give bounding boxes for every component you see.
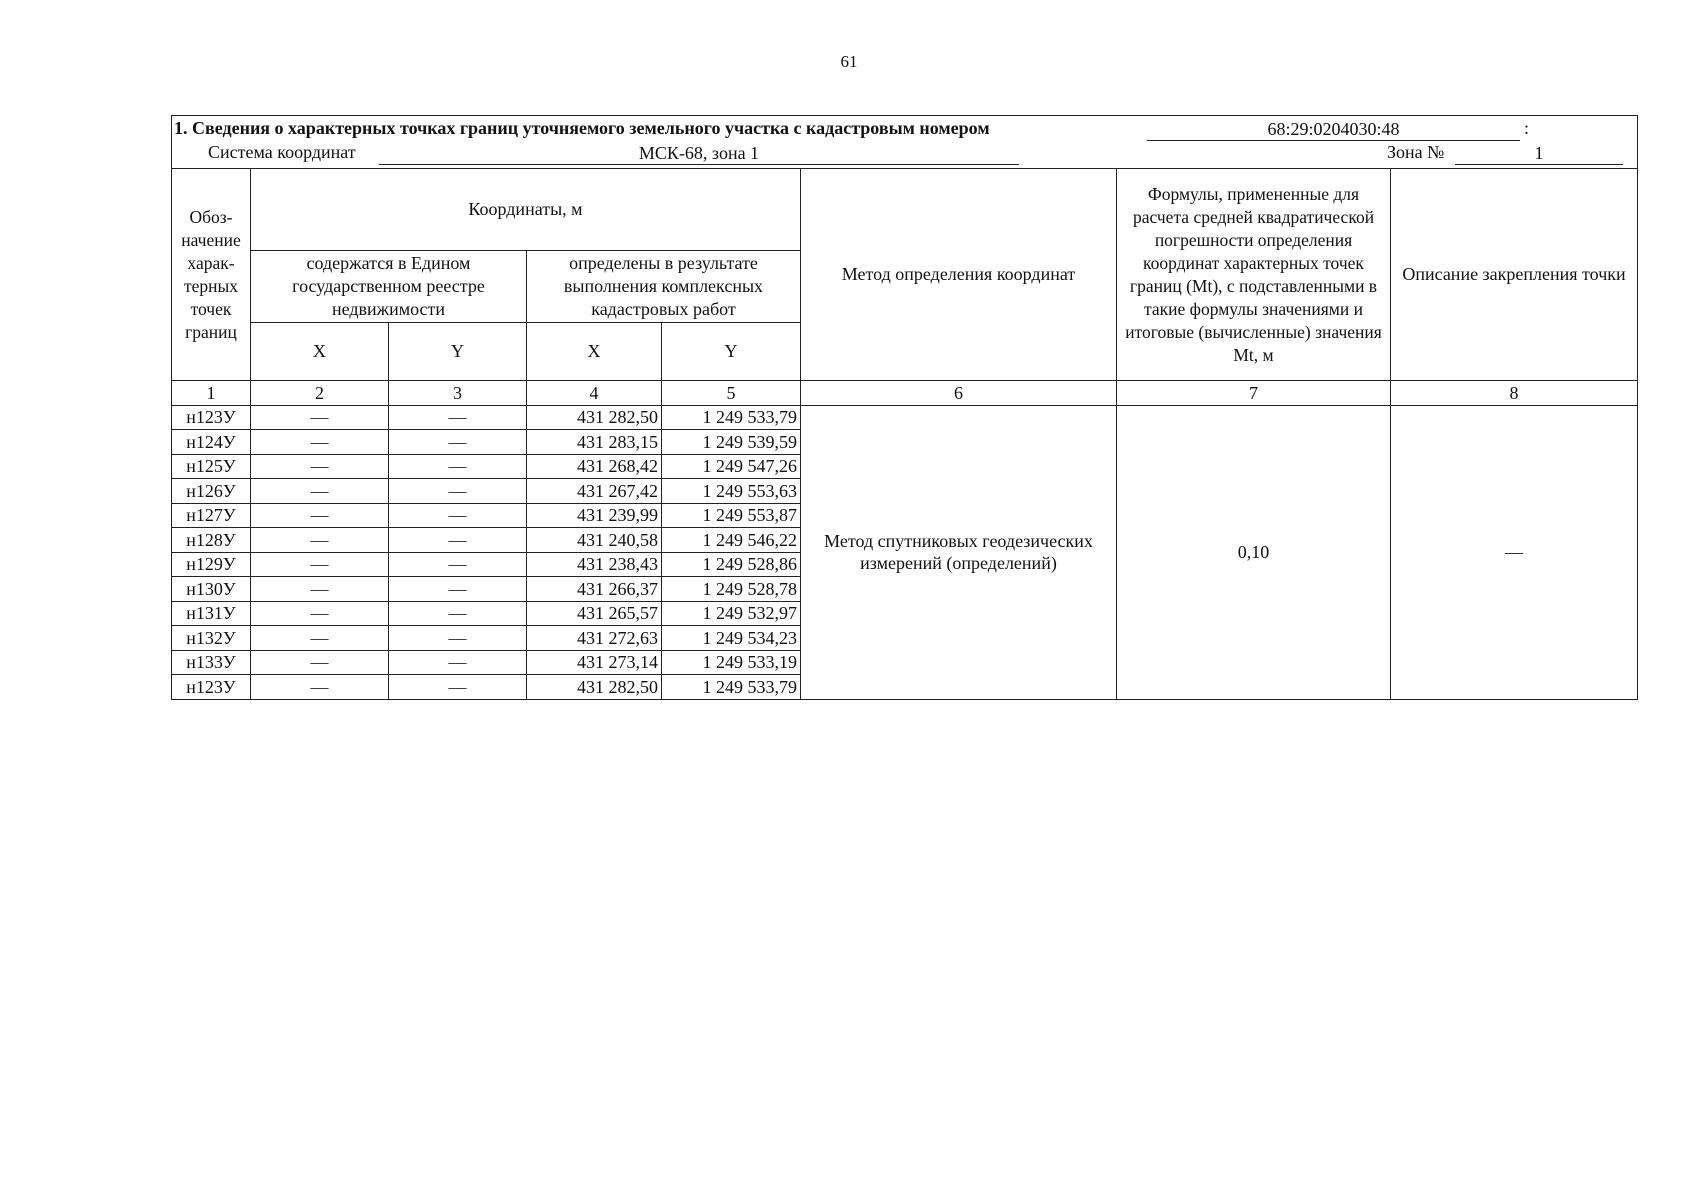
column-number: 7 [1117,381,1391,406]
point-designation: н123У [172,405,251,430]
header-egrn-x: X [251,323,389,381]
point-designation: н133У [172,650,251,675]
zone-label: Зона № [1387,142,1445,162]
coord-y: 1 249 532,97 [662,601,801,626]
coord-y: 1 249 553,87 [662,503,801,528]
coord-x: 431 240,58 [527,528,662,553]
egrn-y: — [389,577,527,602]
egrn-x: — [251,405,389,430]
coord-system-value: МСК-68, зона 1 [379,142,1019,165]
point-designation: н129У [172,552,251,577]
point-designation: н124У [172,430,251,455]
egrn-x: — [251,552,389,577]
coord-y: 1 249 528,78 [662,577,801,602]
egrn-y: — [389,675,527,700]
column-number: 6 [801,381,1117,406]
point-designation: н132У [172,626,251,651]
header-coordinates: Координаты, м [251,169,801,251]
egrn-y: — [389,601,527,626]
point-designation: н128У [172,528,251,553]
coord-y: 1 249 547,26 [662,454,801,479]
column-number: 2 [251,381,389,406]
coord-x: 431 239,99 [527,503,662,528]
description-value: — [1391,405,1638,699]
header-description: Описание закрепления точки [1391,169,1638,381]
point-designation: н123У [172,675,251,700]
header-egrn: содержатся в Едином государственном реестре недвижимости [251,251,527,323]
coord-y: 1 249 534,23 [662,626,801,651]
coord-x: 431 282,50 [527,675,662,700]
coord-x: 431 265,57 [527,601,662,626]
coord-x: 431 266,37 [527,577,662,602]
coord-y: 1 249 539,59 [662,430,801,455]
header-point-designation: Обоз-начение харак-терных точек границ [172,169,251,381]
egrn-x: — [251,479,389,504]
point-designation: н125У [172,454,251,479]
egrn-y: — [389,650,527,675]
header-complex-x: X [527,323,662,381]
egrn-y: — [389,405,527,430]
coord-y: 1 249 546,22 [662,528,801,553]
coord-x: 431 267,42 [527,479,662,504]
coord-x: 431 268,42 [527,454,662,479]
header-method: Метод определения координат [801,169,1117,381]
point-designation: н127У [172,503,251,528]
egrn-y: — [389,454,527,479]
coord-x: 431 273,14 [527,650,662,675]
egrn-x: — [251,528,389,553]
boundary-points-table [171,115,1638,700]
coord-x: 431 282,50 [527,405,662,430]
coord-x: 431 272,63 [527,626,662,651]
column-number: 4 [527,381,662,406]
column-number: 3 [389,381,527,406]
egrn-x: — [251,430,389,455]
caption-title: 1. Сведения о характерных точках границ уточняемого земельного участка с кадастровым номером [174,118,990,138]
column-number: 8 [1391,381,1638,406]
egrn-x: — [251,601,389,626]
header-egrn-y: Y [389,323,527,381]
header-complex-works: определены в результате выполнения комплексных кадастровых работ [527,251,801,323]
egrn-y: — [389,430,527,455]
column-number-row [172,381,1638,406]
egrn-y: — [389,503,527,528]
egrn-x: — [251,626,389,651]
column-number: 5 [662,381,801,406]
column-number: 1 [172,381,251,406]
header-complex-y: Y [662,323,801,381]
egrn-y: — [389,528,527,553]
egrn-x: — [251,675,389,700]
zone-number: 1 [1455,142,1623,165]
table-caption [172,116,1638,169]
boundary-points-document [171,115,1637,700]
point-designation: н130У [172,577,251,602]
method-value: Метод спутниковых геодезических измерений (определений) [801,405,1117,699]
coord-x: 431 283,15 [527,430,662,455]
coord-x: 431 238,43 [527,552,662,577]
coord-y: 1 249 528,86 [662,552,801,577]
egrn-x: — [251,577,389,602]
point-designation: н126У [172,479,251,504]
caption-colon: : [1524,118,1530,138]
cadastral-number: 68:29:0204030:48 [1147,118,1520,141]
coord-y: 1 249 533,19 [662,650,801,675]
egrn-y: — [389,479,527,504]
egrn-y: — [389,552,527,577]
table-row [172,405,1638,430]
coord-y: 1 249 533,79 [662,675,801,700]
egrn-x: — [251,503,389,528]
point-designation: н131У [172,601,251,626]
page-number: 61 [840,52,858,71]
egrn-x: — [251,454,389,479]
header-formulas: Формулы, примененные для расчета средней квадратической погрешности определения координат характерных точек границ (Mt), с подставленными в такие формулы значениями и итоговые (вычисленные) значения Mt, м [1117,169,1391,381]
mt-value: 0,10 [1117,405,1391,699]
egrn-y: — [389,626,527,651]
coord-y: 1 249 533,79 [662,405,801,430]
coord-system-label: Система координат [208,142,356,162]
coord-y: 1 249 553,63 [662,479,801,504]
egrn-x: — [251,650,389,675]
